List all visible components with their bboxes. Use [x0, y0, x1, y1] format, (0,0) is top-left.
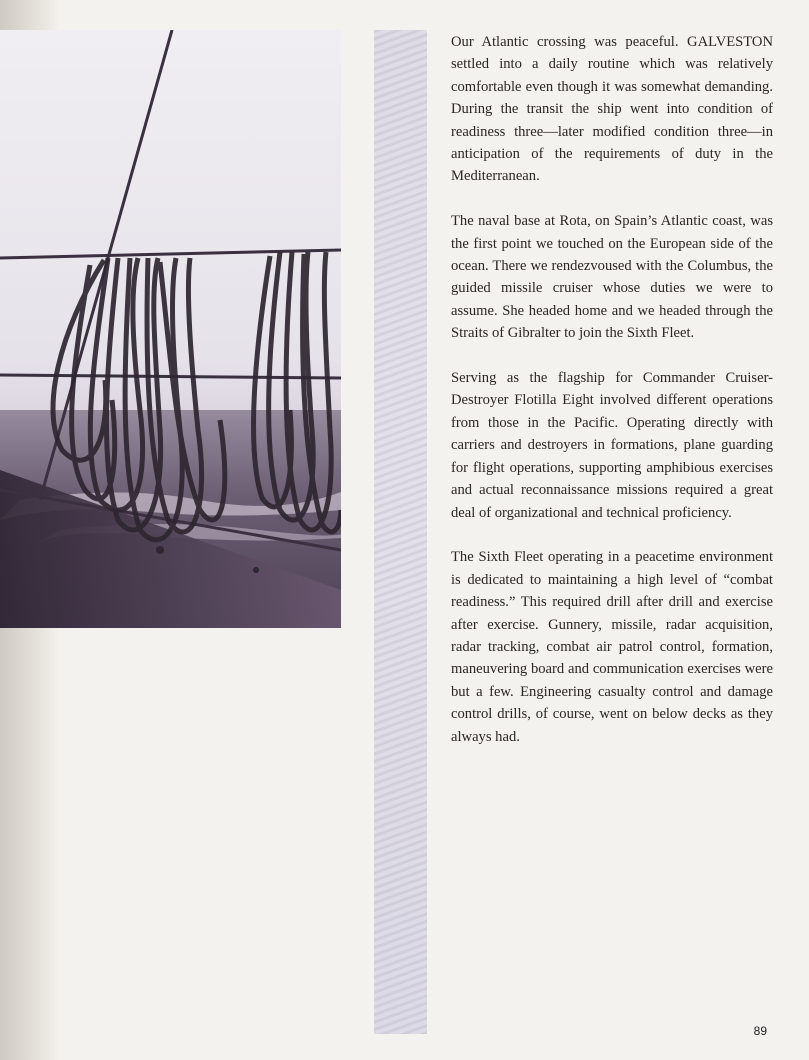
photo-illustration: [0, 30, 341, 628]
paragraph-rota: The naval base at Rota, on Spain’s Atlantic coast, was the first point we touched on the European side of the ocean. There we rendezvoused with the Columbus, the guided missile cruiser whose duties we were to assume. She headed home and we headed through the Straits of Gibralter to join the Sixth Fleet.: [451, 213, 773, 342]
paragraph-atlantic-crossing: Our Atlantic crossing was peaceful. GALVESTON settled into a daily routine which was relatively comfortable even though it was somewhat demanding. During the transit the ship went into condition of readiness three—later modified condition three—in anticipation of the requirements of duty in the Mediterranean.: [451, 34, 773, 185]
decorative-stripe: [374, 30, 427, 1034]
page-number: 89: [753, 1024, 767, 1038]
body-text: [451, 31, 773, 770]
paragraph-sixth-fleet: The Sixth Fleet operating in a peacetime environment is dedicated to maintaining a high level of “combat readiness.” This required drill after drill and exercise after exercise. Gunnery, missile, radar acquisition, radar tracking, combat air patrol control, formation, maneuvering board and communication exercises were but a few. Engineering casualty control and damage control drills, of course, went on below decks as they always had.: [451, 549, 773, 745]
ship-rope-photo: [0, 30, 341, 628]
paragraph-flagship: Serving as the flagship for Commander Cruiser-Destroyer Flotilla Eight involved different operations from those in the Pacific. Operating directly with carriers and destroyers in formations, plane guarding for flight operations, supporting amphibious exercises and actual reconnaissance missions required a great deal of organizational and technical proficiency.: [451, 370, 773, 521]
